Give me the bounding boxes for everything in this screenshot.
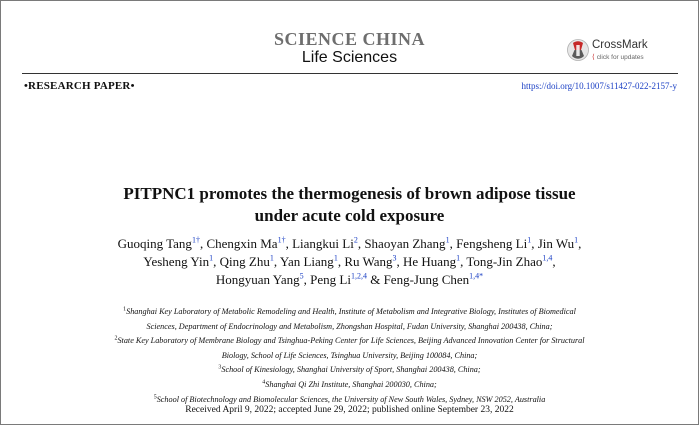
affiliation-line: $^4$Shanghai Qi Zhi Institute, Shanghai 200030, China; bbox=[262, 379, 437, 389]
affiliation-marker[interactable]: 5 bbox=[299, 271, 304, 281]
affiliation-line: $^5$School of Biotechnology and Biomolecular Sciences, the University of New South Wales, Sydney, NSW 2052, Australia bbox=[153, 393, 546, 404]
affiliation-marker[interactable]: 1† bbox=[277, 235, 286, 245]
author-list: Guoqing Tang$^{1\dagger}$, Chengxin $Ma^{1\dagger}$, Liangkui Li$^2$, Shaoyan Zhang$^1$, Fengsheng Li$^1$, Jin Wu$^1$, Yesheng Yin$^1$, Qing Zhu$^1$, Yan Liang$^1$, Ru Wang$^3$, He Huang$^1$, Tong-Jin Zhao$^{1,4}$, Hongyuan Yang$^5$, Peng Li$^{1,2,4}$ & Feng-Jung Chen$^{1,4*}$ bbox=[117, 235, 582, 287]
author-name: Yan Liang bbox=[279, 254, 334, 269]
affiliation-marker[interactable]: 1 bbox=[445, 235, 450, 245]
crossmark-subtitle: ⟨ click for updates bbox=[592, 54, 644, 61]
author-name: Ru Wang bbox=[344, 254, 393, 269]
author-name: Qing Zhu bbox=[219, 254, 270, 269]
doi-link[interactable]: https://doi.org/10.1007/s11427-022-2157-y bbox=[521, 81, 677, 91]
affiliation-marker[interactable]: 1† bbox=[191, 235, 200, 245]
section-label: •RESEARCH PAPER• bbox=[24, 80, 135, 92]
affiliation-line: $^1$Shanghai Key Laboratory of Metabolic Remodeling and Health, Institute of Metabolism and Integrative Biology, Institutes of Biomedical bbox=[123, 306, 576, 316]
affiliation-number: 4 bbox=[262, 379, 266, 386]
author-name: Tong-Jin Zhao bbox=[466, 254, 543, 269]
affiliation-marker[interactable]: 1 bbox=[333, 253, 338, 263]
affiliation-marker[interactable]: 3 bbox=[392, 253, 397, 263]
author-name: Jin Wu bbox=[537, 236, 575, 251]
author-name: Shaoyan Zhang bbox=[364, 236, 446, 251]
title-line: PITPNC1 promotes the thermogenesis of brown adipose tissue bbox=[123, 184, 576, 203]
affiliation-marker[interactable]: 1,4 bbox=[542, 253, 553, 263]
affiliation-marker[interactable]: 1 bbox=[209, 253, 214, 263]
author-name: Fengsheng Li bbox=[456, 236, 528, 251]
author-name: Guoqing Tang bbox=[117, 236, 192, 251]
affiliation-list bbox=[60, 305, 639, 407]
affiliation-marker[interactable]: 1 bbox=[574, 235, 579, 245]
affiliation-number: 2 bbox=[114, 335, 118, 342]
affiliation-line: Biology, School of Life Sciences, Tsinghua University, Beijing 100084, China; bbox=[221, 350, 478, 360]
affiliation-marker[interactable]: 2 bbox=[353, 235, 358, 245]
author-name: Peng Li bbox=[310, 272, 351, 287]
affiliation-line: Sciences, Department of Endocrinology and Metabolism, Zhongshan Hospital, Fudan University, Shanghai 200438, China; bbox=[146, 321, 553, 331]
affiliation-number: 5 bbox=[153, 393, 157, 400]
affiliation-marker[interactable]: 1,2,4 bbox=[350, 271, 367, 281]
author-name: Chengxin Ma bbox=[206, 236, 278, 251]
affiliation-marker[interactable]: 1,4* bbox=[469, 271, 484, 281]
affiliation-line: $^3$School of Kinesiology, Shanghai University of Sport, Shanghai 200438, China; bbox=[218, 364, 481, 375]
journal-name: SCIENCE CHINA bbox=[273, 29, 426, 49]
affiliation-marker[interactable]: 1 bbox=[527, 235, 532, 245]
affiliation-marker[interactable]: 1 bbox=[456, 253, 461, 263]
received-dates: Received April 9, 2022; accepted June 29, 2022; published online September 23, 2022 bbox=[185, 405, 514, 415]
author-name: Yesheng Yin bbox=[143, 254, 210, 269]
affiliation-marker[interactable]: 1 bbox=[269, 253, 274, 263]
affiliation-number: 3 bbox=[218, 364, 222, 371]
author-name: Liangkui Li bbox=[292, 236, 354, 251]
author-name: He Huang bbox=[403, 254, 457, 269]
crossmark-title: CrossMark bbox=[592, 39, 648, 51]
arrow-left-icon: ⟨ bbox=[592, 54, 597, 61]
paper-title bbox=[0, 183, 699, 227]
title-line: under acute cold exposure bbox=[254, 206, 445, 225]
crossmark-icon bbox=[567, 39, 589, 61]
affiliation-line: $^2$State Key Laboratory of Membrane Biology and Tsinghua-Peking Center for Life Sciences, Beijing Advanced Innovation Center for Structural bbox=[114, 335, 585, 346]
header-rule bbox=[22, 73, 678, 74]
author-name: Feng-Jung Chen bbox=[383, 272, 470, 287]
journal-subtitle: Life Sciences bbox=[301, 49, 398, 66]
crossmark-button[interactable] bbox=[567, 38, 677, 66]
affiliation-number: 1 bbox=[123, 306, 127, 313]
author-name: Hongyuan Yang bbox=[215, 272, 300, 287]
